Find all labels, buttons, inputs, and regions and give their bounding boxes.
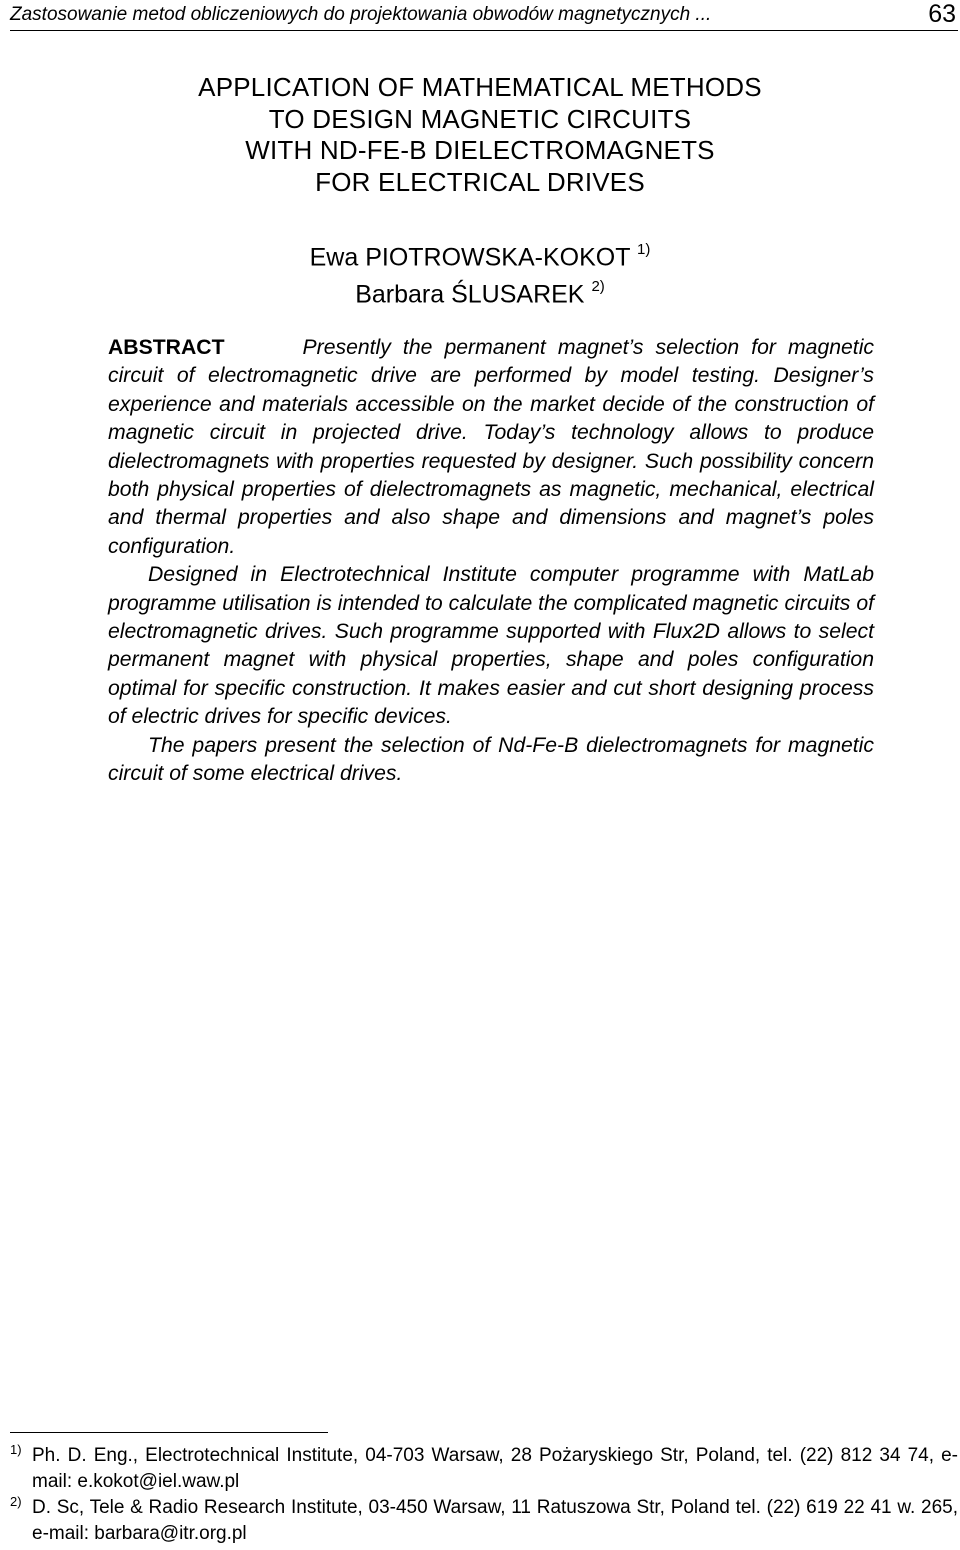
abstract-text: Presently the permanent magnet’s selection for magnetic circuit of electromagnetic drive are performed by model testing. Designer’s experience and materials accessible on the market decide of the construction of magnetic circuit in projected drive. Today’s technology allows to produce dielectromagnets with properties requested by designer. Such possibility concern both physical properties of dielectromagnets as magnetic, mechanical, electrical and thermal properties and also shape and dimensions and magnet’s poles configuration. [108, 336, 874, 558]
author-list [0, 236, 960, 311]
author [0, 273, 960, 310]
author-name: Barbara ŚLUSAREK [355, 280, 585, 309]
footnote [10, 1443, 958, 1495]
author-name: Ewa PIOTROWSKA-KOKOT [309, 243, 631, 272]
page-number: 63 [928, 0, 956, 28]
footnote-mark: 2) [10, 1494, 22, 1509]
footnote-divider [10, 1432, 328, 1433]
abstract-paragraph: The papers present the selection of Nd-Fe-B dielectromagnets for magnetic circuit of some electrical drives. [108, 733, 874, 786]
running-header [10, 2, 958, 31]
footnote-text: D. Sc, Tele & Radio Research Institute, 03-450 Warsaw, 11 Ratuszowa Str, Poland tel. (22) 619 22 41 w. 265, e-mail: barbara@itr.org.pl [32, 1497, 958, 1544]
author [0, 236, 960, 273]
abstract-paragraph [108, 334, 874, 561]
abstract [108, 334, 874, 789]
author-affiliation-mark: 1) [637, 241, 651, 258]
footnote [10, 1495, 958, 1547]
abstract-paragraph: Designed in Electrotechnical Institute computer programme with MatLab programme utilisation is intended to calculate the complicated magnetic circuits of electromagnetic drives. Such programme supported with Flux2D allows to select permanent magnet with physical properties, shape and poles configuration optimal for specific construction. It makes easier and cut short designing process of electric drives for specific devices. [108, 563, 874, 729]
footnote-text: Ph. D. Eng., Electrotechnical Institute, 04-703 Warsaw, 28 Pożaryskiego Str, Poland, tel. (22) 812 34 74, e-mail: e.kokot@iel.waw.pl [32, 1445, 958, 1492]
title-line: WITH ND-FE-B DIELECTROMAGNETS [245, 135, 715, 165]
running-title: Zastosowanie metod obliczeniowych do projektowania obwodów magnetycznych ... [10, 4, 712, 25]
paper-title [0, 72, 960, 198]
title-line: TO DESIGN MAGNETIC CIRCUITS [268, 103, 692, 134]
footnote-mark: 1) [10, 1442, 22, 1457]
title-line: APPLICATION OF MATHEMATICAL METHODS [198, 72, 762, 102]
title-line: FOR ELECTRICAL DRIVES [315, 166, 645, 197]
author-affiliation-mark: 2) [591, 278, 605, 296]
abstract-label: ABSTRACT [108, 336, 225, 359]
